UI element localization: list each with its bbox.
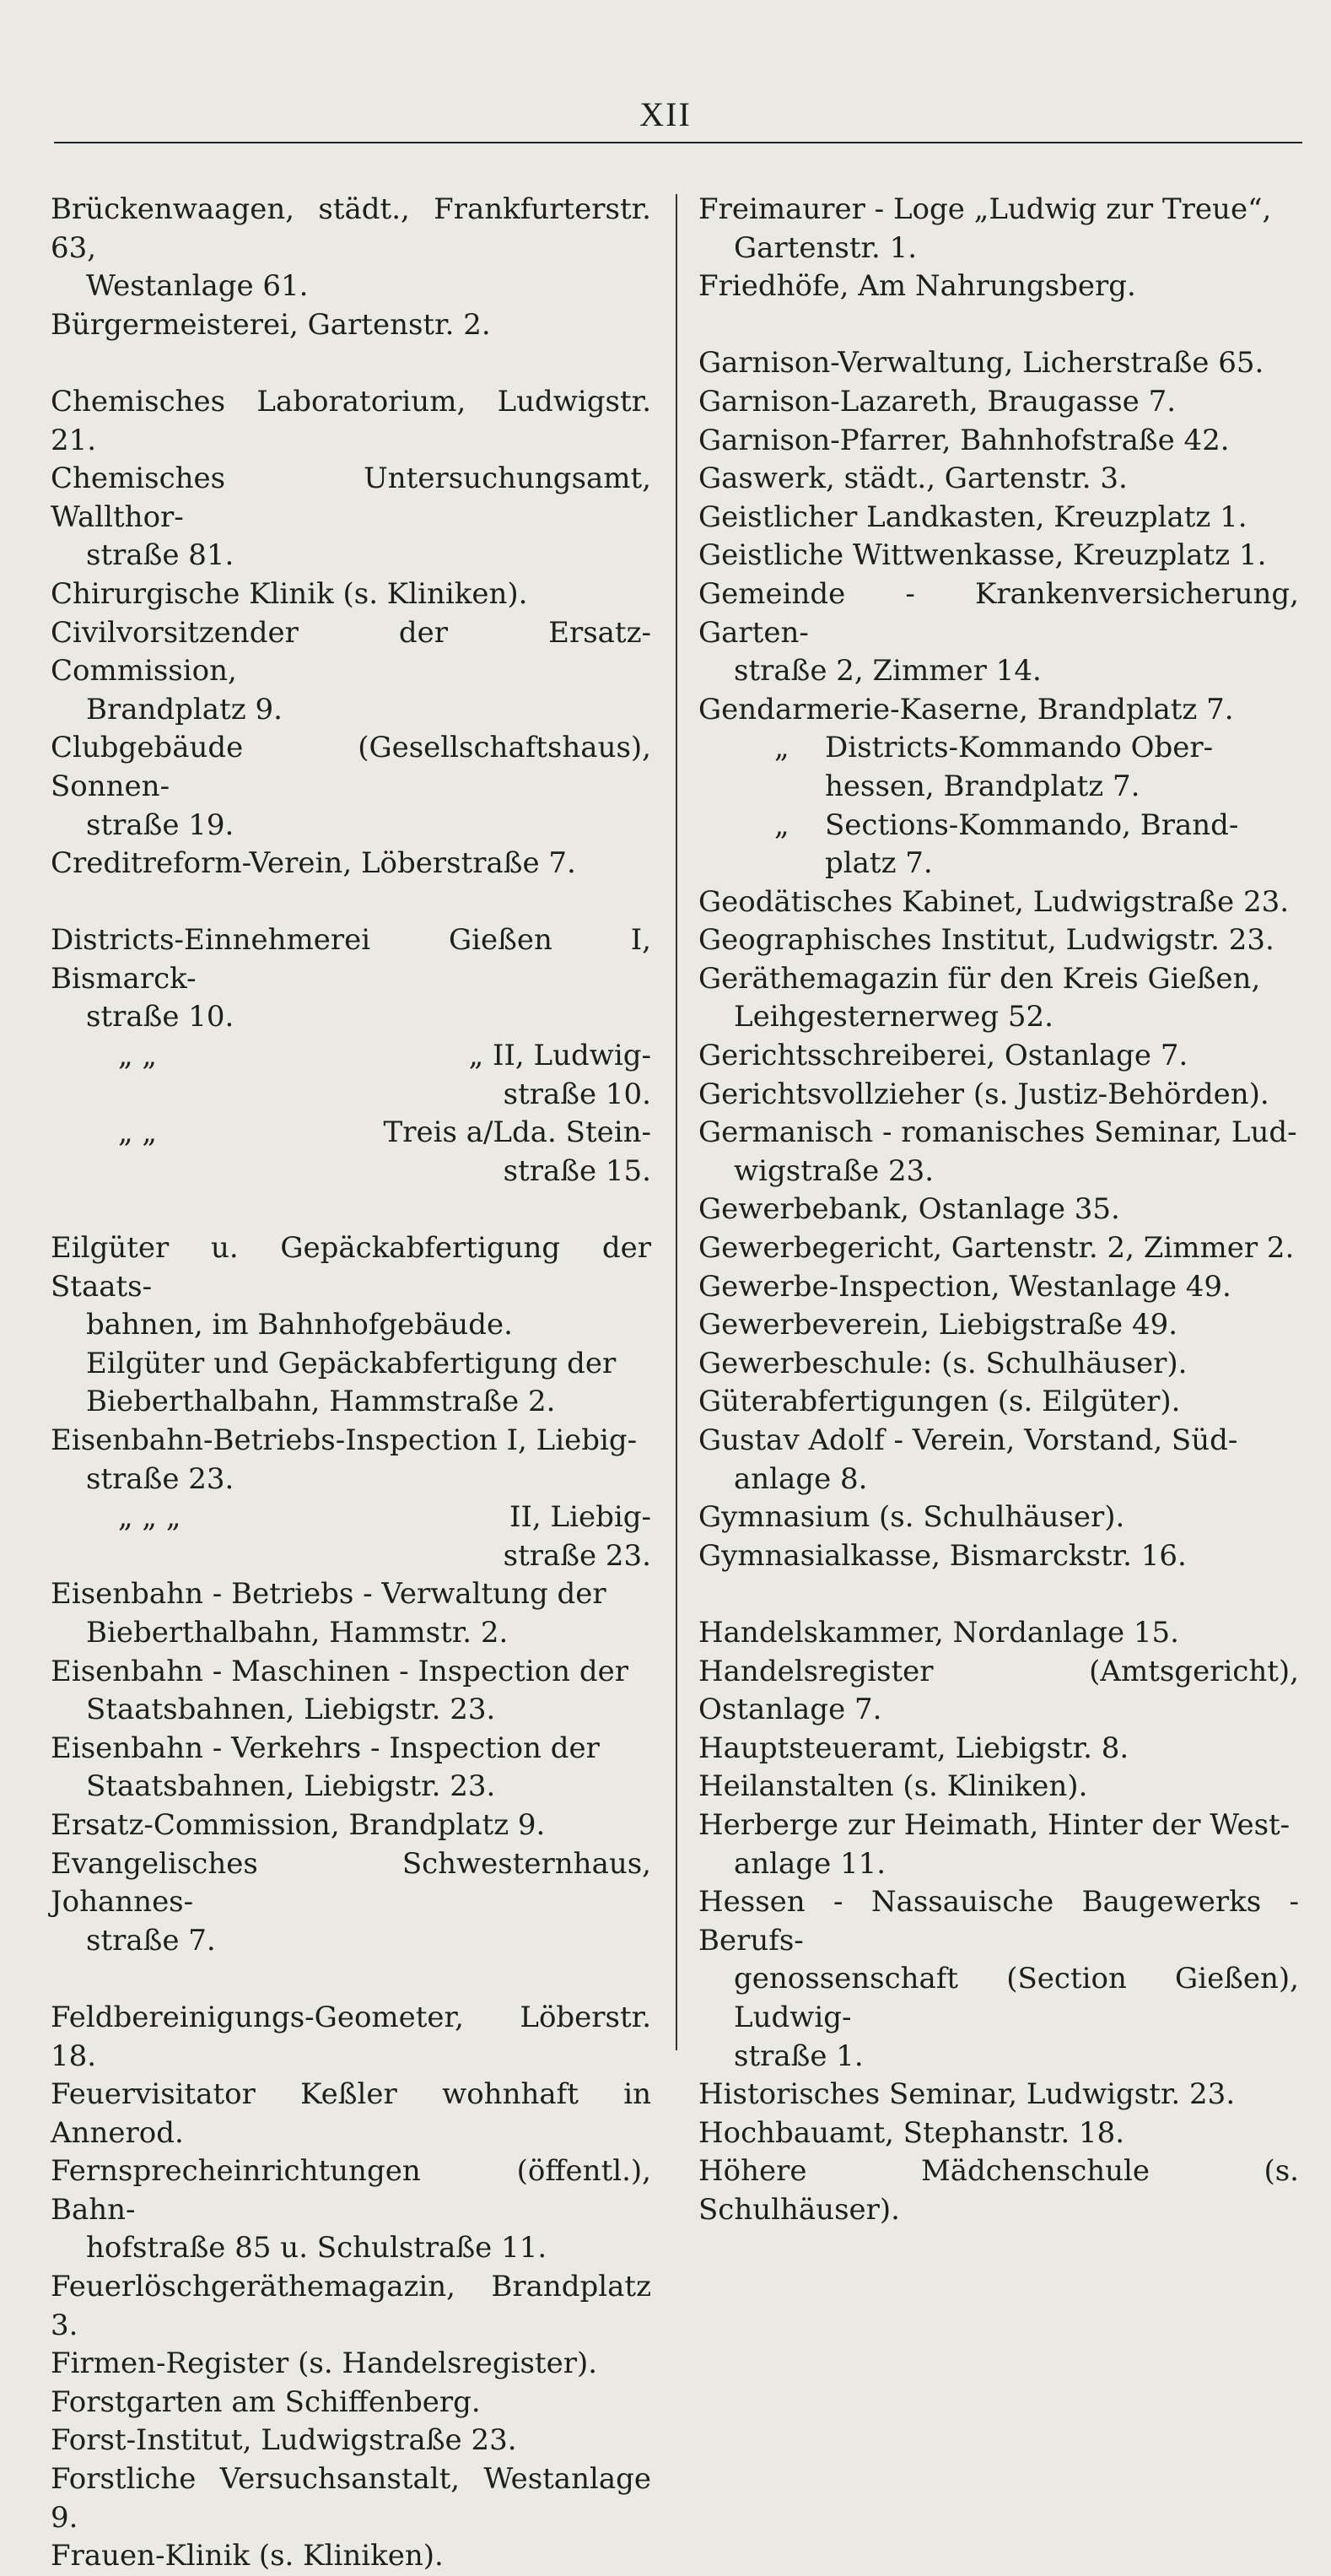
ditto-marks: „ „ xyxy=(118,1115,158,1150)
directory-entry xyxy=(51,306,651,345)
directory-entry xyxy=(698,383,1299,422)
entry-continuation: Bieberthalbahn, Hammstraße 2. xyxy=(86,1385,556,1419)
entry-lead: Eilgüter u. Gepäckabfertigung der Staats- xyxy=(51,1231,651,1304)
directory-entry xyxy=(698,2114,1299,2153)
entry-lead: Gustav Adolf - Verein, Vorstand, Süd- xyxy=(698,1423,1238,1457)
entry-lead: Sections-Kommando, Brand- xyxy=(825,807,1239,842)
entry-continuation: bahnen, im Bahnhofgebäude. xyxy=(86,1308,513,1342)
entry-lead: Garnison-Verwaltung, Licherstraße 65. xyxy=(698,346,1264,381)
directory-entry xyxy=(51,2076,651,2152)
entry-lead: Brückenwaagen, städt., Frankfurterstr. 63, xyxy=(51,192,651,265)
entry-continuation: Staatsbahnen, Liebigstr. 23. xyxy=(86,1769,496,1804)
directory-entry xyxy=(698,1422,1299,1499)
entry-lead: Forst-Institut, Ludwigstraße 23. xyxy=(51,2423,517,2458)
entry-lead: Gewerbeschule: (s. Schulhäuser). xyxy=(698,1346,1188,1380)
section-gap xyxy=(51,1191,651,1229)
entry-continuation: Staatsbahnen, Liebigstr. 23. xyxy=(86,1693,496,1727)
entry-lead: Districts-Kommando Ober- xyxy=(825,731,1214,765)
entry-lead: Civilvorsitzender der Ersatz-Commission, xyxy=(51,615,651,689)
entry-lead: Eisenbahn - Betriebs - Verwaltung der xyxy=(51,1577,606,1612)
entry-lead: Heilanstalten (s. Kliniken). xyxy=(698,1769,1088,1804)
entry-lead: Gaswerk, städt., Gartenstr. 3. xyxy=(698,462,1128,496)
ditto-marks: „ xyxy=(774,807,789,842)
entry-lead: Hauptsteueramt, Liebigstr. 8. xyxy=(698,1731,1129,1765)
entry-lead: Hessen - Nassauische Baugewerks - Berufs- xyxy=(698,1885,1299,1958)
entry-lead: Districts-Einnehmerei Gießen I, Bismarck- xyxy=(51,923,651,996)
entry-lead: Gemeinde - Krankenversicherung, Garten- xyxy=(698,576,1299,650)
directory-entry xyxy=(51,2384,651,2422)
entry-continuation: Bieberthalbahn, Hammstr. 2. xyxy=(86,1615,509,1650)
directory-entry xyxy=(51,1345,651,1422)
entry-lead: Gerichtsvollzieher (s. Justiz-Behörden). xyxy=(698,1077,1269,1111)
right-column xyxy=(698,191,1299,2229)
entry-lead: Freimaurer - Loge „Ludwig zur Treue“, xyxy=(698,192,1272,226)
entry-lead: Höhere Mädchenschule (s. Schulhäuser). xyxy=(698,2154,1299,2227)
entry-text xyxy=(270,1499,651,1575)
directory-entry xyxy=(698,499,1299,537)
entry-lead: Geistliche Wittwenkasse, Kreuzplatz 1. xyxy=(698,538,1267,573)
directory-entry xyxy=(698,1076,1299,1115)
directory-entry xyxy=(51,845,651,883)
directory-entry xyxy=(698,729,1299,806)
directory-entry xyxy=(698,422,1299,461)
entry-continuation: hofstraße 85 u. Schulstraße 11. xyxy=(86,2231,547,2265)
entry-text xyxy=(825,729,1299,806)
entry-continuation: wigstraße 23. xyxy=(734,1153,935,1188)
entry-lead: Forstliche Versuchsanstalt, Westanlage 9. xyxy=(51,2462,651,2535)
directory-entry xyxy=(698,883,1299,922)
entry-lead: Chirurgische Klinik (s. Kliniken). xyxy=(51,576,528,611)
directory-entry xyxy=(698,1537,1299,1576)
entry-continuation: straße 15. xyxy=(503,1153,651,1188)
entry-lead: Gerichtsschreiberei, Ostanlage 7. xyxy=(698,1039,1188,1073)
entry-lead: Chemisches Laboratorium, Ludwigstr. 21. xyxy=(51,384,651,457)
directory-entry xyxy=(51,1422,651,1499)
header-rule xyxy=(54,142,1302,143)
entry-lead: Firmen-Register (s. Handelsregister). xyxy=(51,2346,598,2381)
entry-lead: Feuervisitator Keßler wohnhaft in Annerod. xyxy=(51,2077,651,2150)
entry-lead: Handelsregister (Amtsgericht), Ostanlage 7. xyxy=(698,1654,1299,1727)
entry-continuation: straße 1. xyxy=(734,2039,864,2073)
entry-continuation: Brandplatz 9. xyxy=(86,692,283,726)
directory-entry xyxy=(51,1806,651,1845)
entry-lead: Handelskammer, Nordanlage 15. xyxy=(698,1615,1179,1650)
section-gap xyxy=(51,344,651,383)
directory-entry xyxy=(51,1229,651,1345)
entry-lead: Ersatz-Commission, Brandplatz 9. xyxy=(51,1807,546,1842)
directory-entry xyxy=(698,1268,1299,1307)
entry-continuation: straße 23. xyxy=(503,1538,651,1573)
entry-lead: Evangelisches Schwesternhaus, Johannes- xyxy=(51,1846,651,1920)
section-gap xyxy=(51,1960,651,1999)
entry-lead: Hochbauamt, Stephanstr. 18. xyxy=(698,2115,1125,2150)
section-gap xyxy=(51,883,651,922)
entry-lead: Garnison-Pfarrer, Bahnhofstraße 42. xyxy=(698,423,1230,457)
entry-lead: Garnison-Lazareth, Braugasse 7. xyxy=(698,384,1177,419)
directory-entry xyxy=(51,614,651,730)
entry-continuation: straße 10. xyxy=(503,1077,651,1111)
directory-entry xyxy=(51,1730,651,1806)
entry-continuation: anlage 8. xyxy=(734,1461,868,1496)
section-gap xyxy=(698,306,1299,345)
entry-lead: Eilgüter und Gepäckabfertigung der xyxy=(86,1346,617,1380)
ditto-marks: „ xyxy=(774,731,789,765)
entry-lead: Gewerbeverein, Liebigstraße 49. xyxy=(698,1308,1178,1342)
directory-entry xyxy=(698,191,1299,267)
entry-lead: Fernsprecheinrichtungen (öffentl.), Bahn- xyxy=(51,2154,651,2227)
entry-continuation: Leihgesternerweg 52. xyxy=(734,1000,1053,1034)
entry-text xyxy=(270,1114,651,1191)
entry-continuation: straße 2, Zimmer 14. xyxy=(734,654,1042,689)
directory-entry xyxy=(51,1037,651,1114)
directory-entry xyxy=(51,2460,651,2537)
directory-entry xyxy=(698,1499,1299,1537)
entry-continuation: hessen, Brandplatz 7. xyxy=(825,769,1140,803)
entry-lead: Gymnasialkasse, Bismarckstr. 16. xyxy=(698,1538,1187,1573)
directory-entry xyxy=(698,1883,1299,2037)
left-column xyxy=(51,191,651,2576)
directory-entry xyxy=(698,460,1299,499)
entry-lead: Clubgebäude (Gesellschaftshaus), Sonnen- xyxy=(51,731,651,803)
entry-lead: Bürgermeisterei, Gartenstr. 2. xyxy=(51,307,491,342)
directory-entry xyxy=(698,1768,1299,1806)
directory-entry xyxy=(698,1114,1299,1191)
entry-lead: Eisenbahn - Maschinen - Inspection der xyxy=(51,1654,629,1688)
entry-lead: Geodätisches Kabinet, Ludwigstraße 23. xyxy=(698,884,1290,919)
entry-lead: Geistlicher Landkasten, Kreuzplatz 1. xyxy=(698,500,1247,534)
entry-continuation: genossenschaft (Section Gießen), Ludwig- xyxy=(734,1962,1299,2034)
directory-entry xyxy=(698,1806,1299,1883)
directory-entry xyxy=(51,1999,651,2076)
entry-lead: Geräthemagazin für den Kreis Gießen, xyxy=(698,961,1261,996)
entry-continuation: platz 7. xyxy=(825,846,933,881)
entry-continuation: straße 7. xyxy=(86,1923,216,1958)
entry-lead: Creditreform-Verein, Löberstraße 7. xyxy=(51,846,576,881)
entry-lead: II, Liebig- xyxy=(509,1500,651,1535)
page-number: XII xyxy=(639,95,692,133)
directory-entry xyxy=(51,729,651,845)
directory-entry xyxy=(51,383,651,460)
directory-entry xyxy=(698,1037,1299,1076)
directory-entry xyxy=(698,921,1299,960)
entry-lead: Frauen-Klinik (s. Kliniken). xyxy=(51,2539,444,2573)
directory-entry xyxy=(51,921,651,1037)
ditto-marks: „ „ xyxy=(118,1039,158,1073)
directory-entry xyxy=(51,575,651,614)
directory-entry xyxy=(698,2038,1299,2076)
entry-text xyxy=(270,1037,651,1114)
entry-lead: Geographisches Institut, Ludwigstr. 23. xyxy=(698,923,1274,958)
entry-lead: Feuerlöschgeräthemagazin, Brandplatz 3. xyxy=(51,2270,651,2342)
entry-lead: Chemisches Untersuchungsamt, Wallthor- xyxy=(51,462,651,534)
directory-entry xyxy=(698,267,1299,306)
entry-lead: Forstgarten am Schiffenberg. xyxy=(51,2384,481,2419)
directory-entry xyxy=(698,1306,1299,1345)
entry-lead: Germanisch - romanisches Seminar, Lud- xyxy=(698,1115,1297,1150)
directory-entry xyxy=(51,1499,651,1575)
directory-entry xyxy=(698,537,1299,575)
entry-continuation: straße 19. xyxy=(86,807,234,842)
entry-continuation: Gartenstr. 1. xyxy=(734,230,918,265)
entry-lead: Gewerbebank, Ostanlage 35. xyxy=(698,1192,1120,1227)
directory-entry xyxy=(51,2152,651,2268)
entry-lead: Historisches Seminar, Ludwigstr. 23. xyxy=(698,2077,1236,2112)
entry-lead: Friedhöfe, Am Nahrungsberg. xyxy=(698,269,1136,304)
directory-entry xyxy=(698,1345,1299,1384)
entry-lead: Gewerbe-Inspection, Westanlage 49. xyxy=(698,1269,1231,1304)
directory-entry xyxy=(698,1383,1299,1422)
directory-entry xyxy=(698,1730,1299,1769)
entry-lead: Feldbereinigungs-Geometer, Löberstr. 18. xyxy=(51,2000,651,2073)
directory-entry xyxy=(698,1614,1299,1653)
directory-entry xyxy=(698,1191,1299,1229)
directory-entry xyxy=(51,1653,651,1730)
directory-entry xyxy=(698,1653,1299,1730)
directory-entry xyxy=(51,2537,651,2576)
directory-entry xyxy=(698,691,1299,730)
directory-entry xyxy=(51,460,651,575)
directory-entry xyxy=(51,2422,651,2460)
entry-continuation: anlage 11. xyxy=(734,1846,886,1881)
entry-lead: Treis a/Lda. Stein- xyxy=(383,1115,651,1150)
entry-text xyxy=(825,807,1299,883)
ditto-marks: „ „ „ xyxy=(118,1500,181,1535)
directory-entry xyxy=(698,807,1299,883)
entry-lead: Eisenbahn-Betriebs-Inspection I, Liebig- xyxy=(51,1423,638,1457)
entry-lead: Gendarmerie-Kaserne, Brandplatz 7. xyxy=(698,692,1234,726)
directory-entry xyxy=(698,2152,1299,2229)
entry-lead: Gymnasium (s. Schulhäuser). xyxy=(698,1500,1125,1535)
directory-entry xyxy=(51,1845,651,1961)
directory-entry xyxy=(51,191,651,306)
directory-entry xyxy=(698,1229,1299,1268)
directory-entry xyxy=(698,960,1299,1037)
directory-entry xyxy=(51,1575,651,1652)
entry-continuation: straße 23. xyxy=(86,1461,234,1496)
entry-lead: „ II, Ludwig- xyxy=(468,1039,651,1073)
directory-entry xyxy=(51,1114,651,1191)
entry-continuation: Westanlage 61. xyxy=(86,269,309,304)
directory-entry xyxy=(698,344,1299,383)
entry-continuation: straße 81. xyxy=(86,538,234,573)
entry-lead: Güterabfertigungen (s. Eilgüter). xyxy=(698,1385,1181,1419)
entry-lead: Eisenbahn - Verkehrs - Inspection der xyxy=(51,1731,600,1765)
entry-continuation: straße 10. xyxy=(86,1000,234,1034)
column-divider xyxy=(676,194,677,2050)
directory-entry xyxy=(698,575,1299,691)
directory-entry xyxy=(698,2076,1299,2114)
section-gap xyxy=(698,1575,1299,1614)
directory-entry xyxy=(51,2268,651,2345)
entry-lead: Herberge zur Heimath, Hinter der West- xyxy=(698,1807,1291,1842)
directory-entry xyxy=(51,2345,651,2384)
entry-lead: Gewerbegericht, Gartenstr. 2, Zimmer 2. xyxy=(698,1231,1295,1266)
